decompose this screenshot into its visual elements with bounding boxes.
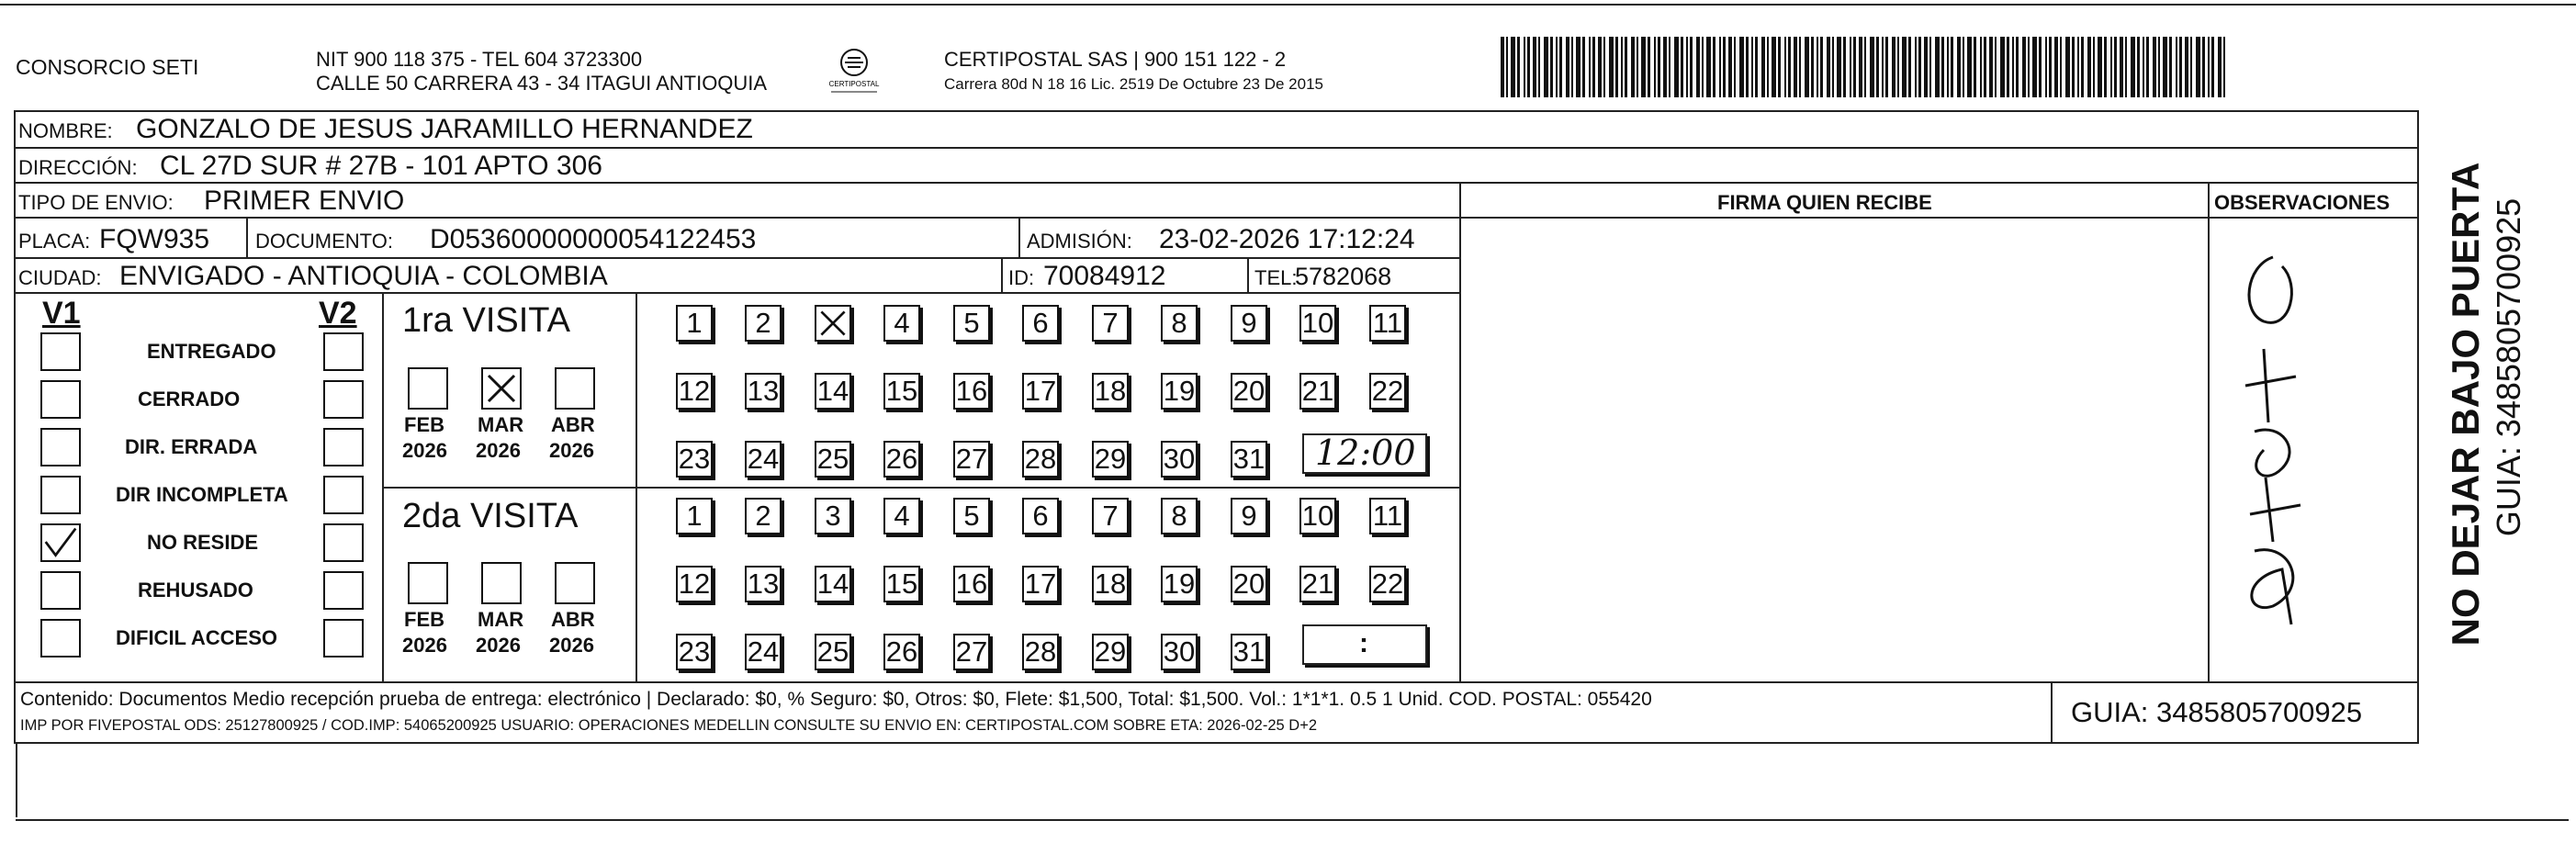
status-label: CERRADO	[138, 388, 241, 410]
day-box[interactable]: 6	[1022, 498, 1059, 534]
month-checkbox[interactable]	[481, 562, 522, 604]
v1-label: V1	[42, 296, 81, 331]
tel-label: TEL:	[1254, 266, 1298, 289]
day-box[interactable]: 5	[953, 498, 990, 534]
status-v2-checkbox[interactable]	[323, 380, 364, 419]
day-box[interactable]: 9	[1231, 498, 1267, 534]
day-box[interactable]: 14	[815, 566, 851, 602]
status-v1-checkbox[interactable]	[40, 380, 81, 419]
day-box[interactable]: 29	[1092, 441, 1129, 478]
day-box[interactable]: 22	[1369, 566, 1406, 602]
day-box[interactable]: 24	[745, 441, 782, 478]
month-year: 2026	[476, 634, 521, 657]
second-visit-title: 2da VISITA	[402, 497, 579, 535]
first-visit-title: 1ra VISITA	[402, 301, 571, 340]
placa-label: PLACA:	[18, 230, 91, 253]
day-box[interactable]: 26	[883, 634, 920, 670]
barcode	[1501, 37, 2232, 97]
day-box[interactable]: 8	[1161, 305, 1198, 342]
day-box[interactable]: 21	[1299, 566, 1336, 602]
day-box[interactable]: 28	[1022, 634, 1059, 670]
day-box[interactable]: 11	[1369, 305, 1406, 342]
day-box[interactable]: 4	[883, 305, 920, 342]
status-v2-checkbox[interactable]	[323, 619, 364, 658]
logo-text: CERTIPOSTAL	[828, 80, 880, 88]
day-box[interactable]: 16	[953, 566, 990, 602]
day-box[interactable]: 22	[1369, 373, 1406, 410]
contenido-line: Contenido: Documentos Medio recepción prueba de entrega: electrónico | Declarado: $0, % Seguro: $0, Otros: $0, Flete: $1,500, Total: $1,500. Vol.: 1*1*1. 0.5 1 Unid. COD. POSTAL: 055420	[20, 689, 1652, 710]
month-label: ABR	[551, 608, 595, 631]
status-v1-checkbox[interactable]	[40, 428, 81, 466]
day-box[interactable]: 17	[1022, 566, 1059, 602]
day-box[interactable]: 13	[745, 373, 782, 410]
day-box[interactable]: 20	[1231, 373, 1267, 410]
day-box[interactable]: 30	[1161, 441, 1198, 478]
day-box[interactable]: 4	[883, 498, 920, 534]
day-box[interactable]: 28	[1022, 441, 1059, 478]
status-label: ENTREGADO	[147, 340, 276, 363]
month-checkbox[interactable]	[481, 367, 522, 410]
month-year: 2026	[549, 634, 594, 657]
day-box[interactable]: 21	[1299, 373, 1336, 410]
month-label: FEB	[404, 608, 444, 631]
tipo-value: PRIMER ENVIO	[204, 185, 405, 216]
month-label: FEB	[404, 413, 444, 436]
day-box[interactable]: 9	[1231, 305, 1267, 342]
address-line: CALLE 50 CARRERA 43 - 34 ITAGUI ANTIOQUIA	[316, 72, 768, 95]
day-box[interactable]: 31	[1231, 634, 1267, 670]
month-checkbox[interactable]	[408, 562, 448, 604]
status-v1-checkbox[interactable]	[40, 571, 81, 610]
month-year: 2026	[402, 634, 447, 657]
day-box[interactable]: 15	[883, 566, 920, 602]
status-v2-checkbox[interactable]	[323, 523, 364, 562]
firma-label: FIRMA QUIEN RECIBE	[1717, 191, 1932, 214]
status-label: DIR. ERRADA	[125, 435, 258, 458]
v2-label: V2	[319, 296, 357, 331]
day-box[interactable]: 17	[1022, 373, 1059, 410]
certipostal-logo	[822, 46, 886, 97]
day-box[interactable]: 19	[1161, 373, 1198, 410]
day-box[interactable]: 24	[745, 634, 782, 670]
day-box[interactable]: 20	[1231, 566, 1267, 602]
status-v2-checkbox[interactable]	[323, 476, 364, 514]
tipo-label: TIPO DE ENVIO:	[18, 191, 174, 214]
month-year: 2026	[476, 439, 521, 462]
status-label: DIFICIL ACCESO	[116, 626, 278, 649]
nombre-value: GONZALO DE JESUS JARAMILLO HERNANDEZ	[136, 114, 753, 144]
nit-line: NIT 900 118 375 - TEL 604 3723300	[316, 48, 643, 71]
day-box[interactable]: 12	[676, 566, 713, 602]
documento-value: D05360000000054122453	[430, 224, 757, 254]
day-box[interactable]: 25	[815, 441, 851, 478]
carrier-line: CERTIPOSTAL SAS | 900 151 122 - 2	[944, 48, 1287, 71]
status-v1-checkbox[interactable]	[40, 619, 81, 658]
id-label: ID:	[1008, 266, 1035, 289]
day-box[interactable]: 27	[953, 441, 990, 478]
status-v2-checkbox[interactable]	[323, 332, 364, 371]
side-guia: GUIA: 3485805700925	[2490, 197, 2527, 537]
day-box[interactable]	[815, 305, 851, 342]
handwritten-signature	[2209, 239, 2337, 643]
first-visit-time: 12:00	[1315, 433, 1416, 473]
day-box[interactable]: 2	[745, 305, 782, 342]
day-box[interactable]: 16	[953, 373, 990, 410]
status-label: REHUSADO	[138, 579, 253, 601]
admision-label: ADMISIÓN:	[1027, 230, 1132, 253]
day-box[interactable]: 26	[883, 441, 920, 478]
day-box[interactable]: 19	[1161, 566, 1198, 602]
day-box[interactable]: 2	[745, 498, 782, 534]
company-name: CONSORCIO SETI	[16, 55, 199, 79]
month-year: 2026	[402, 439, 447, 462]
direccion-label: DIRECCIÓN:	[18, 156, 138, 179]
day-box[interactable]: 27	[953, 634, 990, 670]
month-checkbox[interactable]	[408, 367, 448, 410]
tel-value: 5782068	[1295, 263, 1392, 290]
day-box[interactable]: 11	[1369, 498, 1406, 534]
day-box[interactable]: 25	[815, 634, 851, 670]
status-v2-checkbox[interactable]	[323, 571, 364, 610]
imp-line: IMP POR FIVEPOSTAL ODS: 25127800925 / COD.IMP: 54065200925 USUARIO: OPERACIONES MEDELLIN CONSULTE SU ENVIO EN: CERTIPOSTAL.COM SOBRE ETA: 2026-02-25 D+2	[20, 717, 1318, 734]
second-visit-time: :	[1359, 628, 1368, 658]
month-label: MAR	[478, 413, 524, 436]
admision-value: 23-02-2026 17:12:24	[1159, 224, 1415, 254]
documento-label: DOCUMENTO:	[255, 230, 393, 253]
observaciones-label: OBSERVACIONES	[2214, 191, 2390, 214]
license-line: Carrera 80d N 18 16 Lic. 2519 De Octubre 23 De 2015	[944, 75, 1323, 93]
day-box[interactable]: 23	[676, 441, 713, 478]
day-box[interactable]: 29	[1092, 634, 1129, 670]
day-box[interactable]: 13	[745, 566, 782, 602]
month-checkbox[interactable]	[555, 562, 595, 604]
no-dejar-bajo-puerta: NO DEJAR BAJO PUERTA	[2444, 162, 2487, 646]
day-box[interactable]: 12	[676, 373, 713, 410]
day-box[interactable]: 18	[1092, 373, 1129, 410]
day-box[interactable]: 1	[676, 498, 713, 534]
status-v1-checkbox[interactable]	[40, 476, 81, 514]
day-box[interactable]: 6	[1022, 305, 1059, 342]
day-box[interactable]: 31	[1231, 441, 1267, 478]
day-box[interactable]: 10	[1299, 305, 1336, 342]
day-box[interactable]: 10	[1299, 498, 1336, 534]
day-box[interactable]: 5	[953, 305, 990, 342]
footer-guia: GUIA: 3485805700925	[2071, 696, 2363, 728]
month-label: ABR	[551, 413, 595, 436]
day-box[interactable]: 15	[883, 373, 920, 410]
nombre-label: NOMBRE:	[18, 119, 113, 142]
month-label: MAR	[478, 608, 524, 631]
day-box[interactable]: 18	[1092, 566, 1129, 602]
ciudad-label: CIUDAD:	[18, 266, 102, 289]
day-box[interactable]: 23	[676, 634, 713, 670]
day-box[interactable]: 3	[815, 498, 851, 534]
day-box[interactable]: 30	[1161, 634, 1198, 670]
month-year: 2026	[549, 439, 594, 462]
day-box[interactable]: 1	[676, 305, 713, 342]
day-box[interactable]: 7	[1092, 305, 1129, 342]
day-box[interactable]: 14	[815, 373, 851, 410]
direccion-value: CL 27D SUR # 27B - 101 APTO 306	[160, 151, 602, 181]
ciudad-value: ENVIGADO - ANTIOQUIA - COLOMBIA	[119, 261, 608, 291]
status-v1-checkbox[interactable]	[40, 332, 81, 371]
day-box[interactable]: 8	[1161, 498, 1198, 534]
status-label: NO RESIDE	[147, 531, 259, 554]
status-v2-checkbox[interactable]	[323, 428, 364, 466]
status-v1-checkbox[interactable]	[40, 523, 81, 562]
month-checkbox[interactable]	[555, 367, 595, 410]
status-label: DIR INCOMPLETA	[116, 483, 288, 506]
id-value: 70084912	[1043, 261, 1166, 291]
day-box[interactable]: 7	[1092, 498, 1129, 534]
placa-value: FQW935	[99, 224, 210, 254]
